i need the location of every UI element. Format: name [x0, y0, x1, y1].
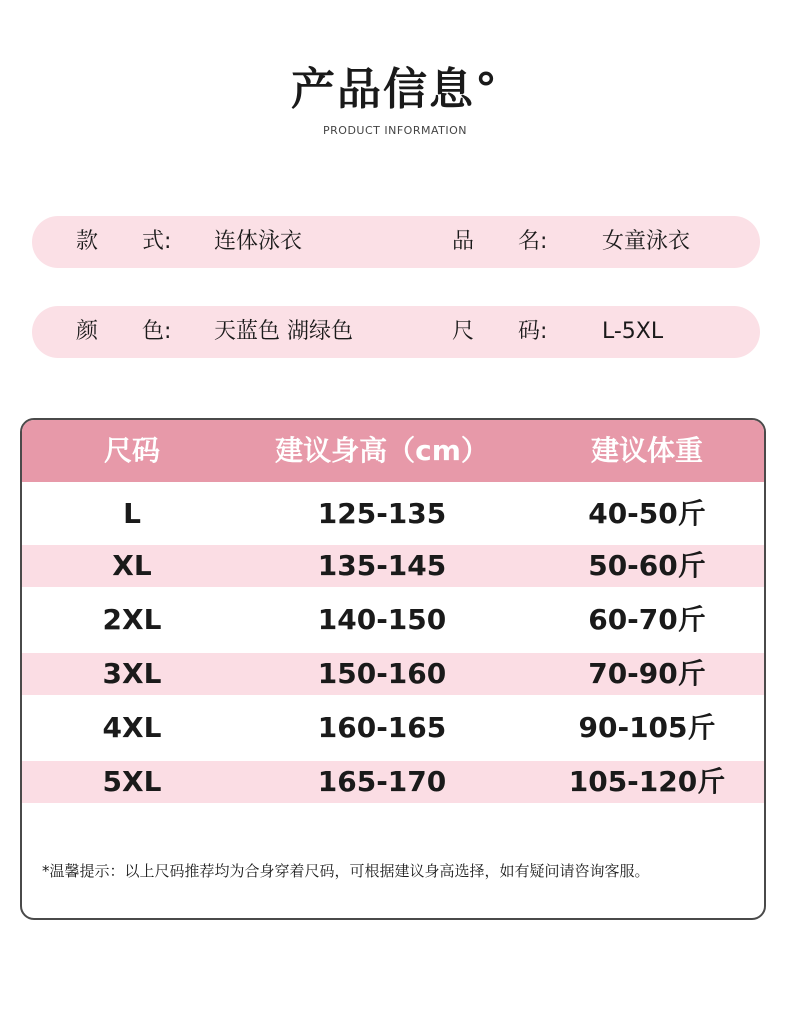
size-chart-header [22, 420, 764, 482]
cell-height: 135-145 [317, 549, 447, 582]
cell-size: 3XL [102, 657, 162, 690]
page-subtitle: PRODUCT INFORMATION [323, 124, 467, 137]
table-row [22, 761, 764, 803]
cell-height: 160-165 [317, 711, 447, 744]
header-height: 建议身高（cm） [275, 434, 489, 467]
cell-weight: 60-70斤 [588, 603, 706, 636]
table-row [22, 599, 764, 641]
info-row-style-name [32, 216, 760, 268]
size-chart [20, 418, 766, 920]
header-weight: 建议体重 [590, 434, 704, 467]
size-tip-note: *温馨提示：以上尺码推荐均为合身穿着尺码，可根据建议身高选择，如有疑问请咨询客服。 [42, 862, 650, 880]
cell-height: 150-160 [317, 657, 447, 690]
cell-size: L [123, 497, 141, 530]
cell-weight: 90-105斤 [578, 711, 716, 744]
cell-weight: 70-90斤 [588, 657, 706, 690]
size-label: 尺 码: [452, 319, 548, 344]
cell-size: 5XL [102, 765, 162, 798]
cell-weight: 105-120斤 [568, 765, 726, 798]
header-size: 尺码 [103, 434, 161, 467]
cell-weight: 40-50斤 [588, 497, 706, 530]
cell-weight: 50-60斤 [588, 549, 706, 582]
title-block [0, 60, 790, 137]
page-title: 产品信息° [291, 64, 499, 115]
cell-size: XL [112, 549, 152, 582]
info-row-color-size [32, 306, 760, 358]
name-value: 女童泳衣 [602, 229, 691, 254]
cell-size: 2XL [102, 603, 162, 636]
color-value: 天蓝色 湖绿色 [214, 319, 353, 344]
style-label: 款 式: [76, 229, 172, 254]
cell-height: 140-150 [317, 603, 447, 636]
table-row [22, 653, 764, 695]
style-value: 连体泳衣 [214, 229, 303, 254]
table-row [22, 545, 764, 587]
color-label: 颜 色: [76, 319, 172, 344]
name-label: 品 名: [452, 229, 548, 254]
cell-height: 125-135 [317, 497, 447, 530]
table-row [22, 707, 764, 749]
cell-height: 165-170 [317, 765, 447, 798]
size-value: L-5XL [602, 319, 664, 344]
table-row [22, 493, 764, 535]
cell-size: 4XL [102, 711, 162, 744]
